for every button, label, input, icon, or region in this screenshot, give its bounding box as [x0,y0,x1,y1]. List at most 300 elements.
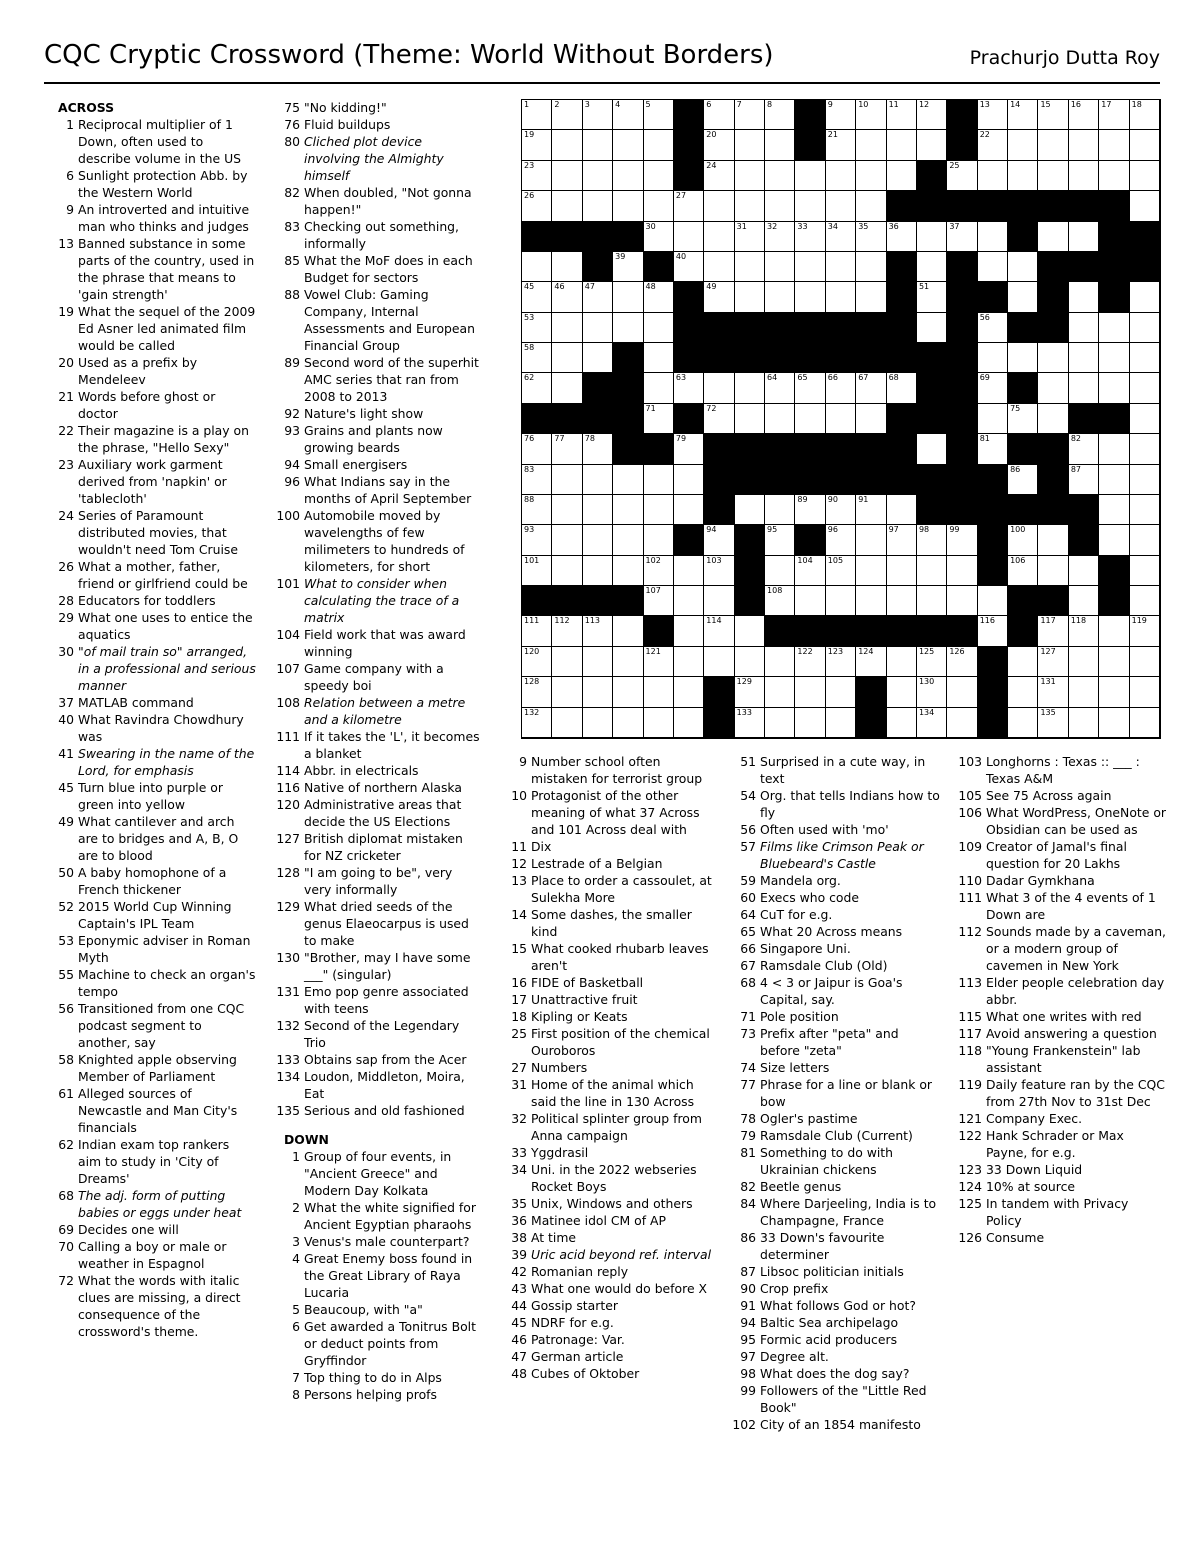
grid-cell[interactable] [917,100,947,130]
grid-cell[interactable] [887,647,917,677]
grid-cell[interactable] [887,100,917,130]
grid-cell[interactable] [947,708,977,738]
grid-cell[interactable] [1069,373,1099,403]
grid-cell[interactable] [1099,708,1129,738]
grid-cell[interactable] [1069,161,1099,191]
grid-cell[interactable] [795,708,825,738]
grid-cell[interactable] [674,586,704,616]
grid-cell[interactable] [552,495,582,525]
grid-cell[interactable] [795,677,825,707]
grid-cell[interactable] [552,130,582,160]
grid-cell[interactable] [1008,161,1038,191]
grid-cell[interactable] [1008,343,1038,373]
grid-cell[interactable] [795,495,825,525]
grid-cell[interactable] [765,252,795,282]
grid-cell[interactable] [1130,161,1160,191]
grid-cell[interactable] [795,586,825,616]
grid-cell[interactable] [856,404,886,434]
grid-cell[interactable] [522,191,552,221]
grid-cell[interactable] [644,343,674,373]
grid-cell[interactable] [704,556,734,586]
grid-cell[interactable] [856,161,886,191]
grid-cell[interactable] [1069,343,1099,373]
grid-cell[interactable] [552,465,582,495]
grid-cell[interactable] [613,252,643,282]
grid-cell[interactable] [1099,495,1129,525]
grid-cell[interactable] [1069,130,1099,160]
grid-cell[interactable] [1130,373,1160,403]
grid-cell[interactable] [583,616,613,646]
grid-cell[interactable] [1099,343,1129,373]
grid-cell[interactable] [917,434,947,464]
grid-cell[interactable] [583,465,613,495]
grid-cell[interactable] [522,616,552,646]
grid-cell[interactable] [826,495,856,525]
grid-cell[interactable] [583,130,613,160]
grid-cell[interactable] [613,282,643,312]
grid-cell[interactable] [1008,252,1038,282]
grid-cell[interactable] [765,191,795,221]
grid-cell[interactable] [765,404,795,434]
grid-cell[interactable] [1008,677,1038,707]
grid-cell[interactable] [795,161,825,191]
grid-cell[interactable] [522,465,552,495]
grid-cell[interactable] [917,556,947,586]
grid-cell[interactable] [947,525,977,555]
grid-cell[interactable] [1069,586,1099,616]
grid-cell[interactable] [826,556,856,586]
grid-cell[interactable] [704,222,734,252]
grid-cell[interactable] [978,616,1008,646]
grid-cell[interactable] [583,434,613,464]
grid-cell[interactable] [1099,525,1129,555]
grid-cell[interactable] [765,708,795,738]
grid-cell[interactable] [978,373,1008,403]
grid-cell[interactable] [644,373,674,403]
grid-cell[interactable] [522,130,552,160]
grid-cell[interactable] [856,222,886,252]
grid-cell[interactable] [795,252,825,282]
grid-cell[interactable] [552,100,582,130]
grid-cell[interactable] [704,100,734,130]
grid-cell[interactable] [552,616,582,646]
grid-cell[interactable] [735,161,765,191]
grid-cell[interactable] [1099,434,1129,464]
grid-cell[interactable] [522,556,552,586]
grid-cell[interactable] [583,282,613,312]
grid-cell[interactable] [1130,313,1160,343]
grid-cell[interactable] [552,647,582,677]
grid-cell[interactable] [826,100,856,130]
grid-cell[interactable] [917,525,947,555]
grid-cell[interactable] [613,161,643,191]
grid-cell[interactable] [1130,191,1160,221]
grid-cell[interactable] [735,495,765,525]
grid-cell[interactable] [1099,677,1129,707]
grid-cell[interactable] [644,100,674,130]
grid-cell[interactable] [552,677,582,707]
grid-cell[interactable] [947,556,977,586]
grid-cell[interactable] [887,708,917,738]
grid-cell[interactable] [735,130,765,160]
grid-cell[interactable] [856,130,886,160]
grid-cell[interactable] [1008,525,1038,555]
grid-cell[interactable] [978,434,1008,464]
grid-cell[interactable] [795,222,825,252]
grid-cell[interactable] [552,191,582,221]
grid-cell[interactable] [917,708,947,738]
grid-cell[interactable] [613,616,643,646]
grid-cell[interactable] [856,586,886,616]
grid-cell[interactable] [735,708,765,738]
grid-cell[interactable] [1069,708,1099,738]
grid-cell[interactable] [887,495,917,525]
grid-cell[interactable] [552,313,582,343]
grid-cell[interactable] [1069,313,1099,343]
grid-cell[interactable] [826,647,856,677]
grid-cell[interactable] [826,252,856,282]
grid-cell[interactable] [826,373,856,403]
grid-cell[interactable] [674,495,704,525]
grid-cell[interactable] [613,465,643,495]
grid-cell[interactable] [1130,282,1160,312]
grid-cell[interactable] [704,616,734,646]
grid-cell[interactable] [1038,222,1068,252]
grid-cell[interactable] [826,525,856,555]
grid-cell[interactable] [978,313,1008,343]
grid-cell[interactable] [644,313,674,343]
grid-cell[interactable] [583,343,613,373]
grid-cell[interactable] [552,161,582,191]
grid-cell[interactable] [856,647,886,677]
grid-cell[interactable] [1038,130,1068,160]
grid-cell[interactable] [1038,100,1068,130]
grid-cell[interactable] [1008,708,1038,738]
grid-cell[interactable] [552,343,582,373]
grid-cell[interactable] [856,373,886,403]
grid-cell[interactable] [1038,647,1068,677]
grid-cell[interactable] [735,373,765,403]
grid-cell[interactable] [795,647,825,677]
grid-cell[interactable] [552,708,582,738]
grid-cell[interactable] [826,222,856,252]
grid-cell[interactable] [674,465,704,495]
grid-cell[interactable] [765,556,795,586]
grid-cell[interactable] [522,525,552,555]
grid-cell[interactable] [1038,373,1068,403]
grid-cell[interactable] [583,191,613,221]
grid-cell[interactable] [795,282,825,312]
grid-cell[interactable] [856,191,886,221]
grid-cell[interactable] [1130,434,1160,464]
grid-cell[interactable] [887,586,917,616]
grid-cell[interactable] [856,525,886,555]
grid-cell[interactable] [795,404,825,434]
grid-cell[interactable] [1130,616,1160,646]
grid-cell[interactable] [1038,343,1068,373]
grid-cell[interactable] [1038,677,1068,707]
grid-cell[interactable] [704,586,734,616]
grid-cell[interactable] [613,495,643,525]
grid-cell[interactable] [583,677,613,707]
grid-cell[interactable] [1130,343,1160,373]
grid-cell[interactable] [765,525,795,555]
grid-cell[interactable] [978,222,1008,252]
grid-cell[interactable] [1099,313,1129,343]
grid-cell[interactable] [613,556,643,586]
grid-cell[interactable] [674,252,704,282]
grid-cell[interactable] [1099,647,1129,677]
grid-cell[interactable] [917,282,947,312]
grid-cell[interactable] [1069,677,1099,707]
grid-cell[interactable] [674,708,704,738]
grid-cell[interactable] [613,191,643,221]
grid-cell[interactable] [947,161,977,191]
grid-cell[interactable] [1099,100,1129,130]
grid-cell[interactable] [613,100,643,130]
grid-cell[interactable] [1038,161,1068,191]
grid-cell[interactable] [552,373,582,403]
grid-cell[interactable] [735,404,765,434]
grid-cell[interactable] [522,647,552,677]
grid-cell[interactable] [1038,708,1068,738]
grid-cell[interactable] [522,373,552,403]
grid-cell[interactable] [1008,130,1038,160]
grid-cell[interactable] [613,313,643,343]
grid-cell[interactable] [917,252,947,282]
grid-cell[interactable] [583,100,613,130]
grid-cell[interactable] [978,130,1008,160]
grid-cell[interactable] [644,586,674,616]
grid-cell[interactable] [765,647,795,677]
grid-cell[interactable] [644,191,674,221]
grid-cell[interactable] [947,647,977,677]
grid-cell[interactable] [856,495,886,525]
grid-cell[interactable] [947,222,977,252]
grid-cell[interactable] [856,282,886,312]
grid-cell[interactable] [522,708,552,738]
grid-cell[interactable] [1130,708,1160,738]
grid-cell[interactable] [613,647,643,677]
grid-cell[interactable] [735,252,765,282]
grid-cell[interactable] [765,100,795,130]
grid-cell[interactable] [1130,130,1160,160]
grid-cell[interactable] [826,708,856,738]
grid-cell[interactable] [674,191,704,221]
grid-cell[interactable] [644,708,674,738]
grid-cell[interactable] [704,525,734,555]
grid-cell[interactable] [522,252,552,282]
grid-cell[interactable] [1130,465,1160,495]
grid-cell[interactable] [644,161,674,191]
grid-cell[interactable] [1130,556,1160,586]
grid-cell[interactable] [674,677,704,707]
grid-cell[interactable] [795,556,825,586]
grid-cell[interactable] [704,404,734,434]
grid-cell[interactable] [674,373,704,403]
grid-cell[interactable] [735,100,765,130]
grid-cell[interactable] [644,556,674,586]
grid-cell[interactable] [1099,130,1129,160]
grid-cell[interactable] [826,161,856,191]
grid-cell[interactable] [795,191,825,221]
grid-cell[interactable] [1008,647,1038,677]
grid-cell[interactable] [856,556,886,586]
grid-cell[interactable] [1008,465,1038,495]
grid-cell[interactable] [1130,525,1160,555]
grid-cell[interactable] [765,586,795,616]
grid-cell[interactable] [552,556,582,586]
grid-cell[interactable] [978,404,1008,434]
grid-cell[interactable] [978,161,1008,191]
grid-cell[interactable] [1038,404,1068,434]
grid-cell[interactable] [1069,222,1099,252]
grid-cell[interactable] [887,525,917,555]
grid-cell[interactable] [978,252,1008,282]
grid-cell[interactable] [978,100,1008,130]
grid-cell[interactable] [826,282,856,312]
grid-cell[interactable] [552,282,582,312]
grid-cell[interactable] [887,161,917,191]
grid-cell[interactable] [522,100,552,130]
grid-cell[interactable] [1099,161,1129,191]
grid-cell[interactable] [644,525,674,555]
grid-cell[interactable] [674,434,704,464]
grid-cell[interactable] [1099,465,1129,495]
grid-cell[interactable] [674,616,704,646]
grid-cell[interactable] [947,586,977,616]
grid-cell[interactable] [613,130,643,160]
grid-cell[interactable] [1130,404,1160,434]
grid-cell[interactable] [765,373,795,403]
grid-cell[interactable] [1069,282,1099,312]
grid-cell[interactable] [674,556,704,586]
grid-cell[interactable] [1130,677,1160,707]
grid-cell[interactable] [522,313,552,343]
grid-cell[interactable] [1069,556,1099,586]
grid-cell[interactable] [583,708,613,738]
grid-cell[interactable] [1069,434,1099,464]
crossword-grid[interactable] [521,99,1161,739]
grid-cell[interactable] [644,465,674,495]
grid-cell[interactable] [704,130,734,160]
grid-cell[interactable] [887,373,917,403]
grid-cell[interactable] [644,404,674,434]
grid-cell[interactable] [856,252,886,282]
grid-cell[interactable] [522,677,552,707]
grid-cell[interactable] [644,222,674,252]
grid-cell[interactable] [1008,556,1038,586]
grid-cell[interactable] [552,525,582,555]
grid-cell[interactable] [917,647,947,677]
grid-cell[interactable] [674,647,704,677]
grid-cell[interactable] [1099,616,1129,646]
grid-cell[interactable] [887,130,917,160]
grid-cell[interactable] [826,677,856,707]
grid-cell[interactable] [613,677,643,707]
grid-cell[interactable] [644,130,674,160]
grid-cell[interactable] [644,282,674,312]
grid-cell[interactable] [917,313,947,343]
grid-cell[interactable] [765,677,795,707]
grid-cell[interactable] [826,586,856,616]
grid-cell[interactable] [917,222,947,252]
grid-cell[interactable] [704,647,734,677]
grid-cell[interactable] [1008,100,1038,130]
grid-cell[interactable] [826,130,856,160]
grid-cell[interactable] [522,161,552,191]
grid-cell[interactable] [583,313,613,343]
grid-cell[interactable] [856,100,886,130]
grid-cell[interactable] [583,495,613,525]
grid-cell[interactable] [552,252,582,282]
grid-cell[interactable] [583,556,613,586]
grid-cell[interactable] [735,282,765,312]
grid-cell[interactable] [644,677,674,707]
grid-cell[interactable] [887,677,917,707]
grid-cell[interactable] [978,586,1008,616]
grid-cell[interactable] [826,404,856,434]
grid-cell[interactable] [1069,100,1099,130]
grid-cell[interactable] [644,647,674,677]
grid-cell[interactable] [917,586,947,616]
grid-cell[interactable] [735,647,765,677]
grid-cell[interactable] [1069,465,1099,495]
grid-cell[interactable] [917,130,947,160]
grid-cell[interactable] [704,252,734,282]
grid-cell[interactable] [765,130,795,160]
grid-cell[interactable] [735,222,765,252]
grid-cell[interactable] [583,161,613,191]
grid-cell[interactable] [1008,404,1038,434]
grid-cell[interactable] [1069,616,1099,646]
grid-cell[interactable] [1069,647,1099,677]
grid-cell[interactable] [887,222,917,252]
grid-cell[interactable] [947,677,977,707]
grid-cell[interactable] [735,191,765,221]
grid-cell[interactable] [583,647,613,677]
grid-cell[interactable] [1130,100,1160,130]
grid-cell[interactable] [1099,373,1129,403]
grid-cell[interactable] [674,222,704,252]
grid-cell[interactable] [765,222,795,252]
grid-cell[interactable] [1038,556,1068,586]
grid-cell[interactable] [795,373,825,403]
grid-cell[interactable] [1130,647,1160,677]
grid-cell[interactable] [704,161,734,191]
grid-cell[interactable] [887,556,917,586]
grid-cell[interactable] [765,282,795,312]
grid-cell[interactable] [917,677,947,707]
grid-cell[interactable] [552,434,582,464]
grid-cell[interactable] [613,708,643,738]
grid-cell[interactable] [826,191,856,221]
grid-cell[interactable] [613,525,643,555]
grid-cell[interactable] [704,282,734,312]
grid-cell[interactable] [1130,495,1160,525]
grid-cell[interactable] [522,282,552,312]
grid-cell[interactable] [644,495,674,525]
grid-cell[interactable] [1008,282,1038,312]
grid-cell[interactable] [522,495,552,525]
grid-cell[interactable] [765,495,795,525]
grid-cell[interactable] [583,525,613,555]
grid-cell[interactable] [704,373,734,403]
grid-cell[interactable] [1038,525,1068,555]
grid-cell[interactable] [522,434,552,464]
grid-cell[interactable] [978,343,1008,373]
grid-cell[interactable] [1130,586,1160,616]
